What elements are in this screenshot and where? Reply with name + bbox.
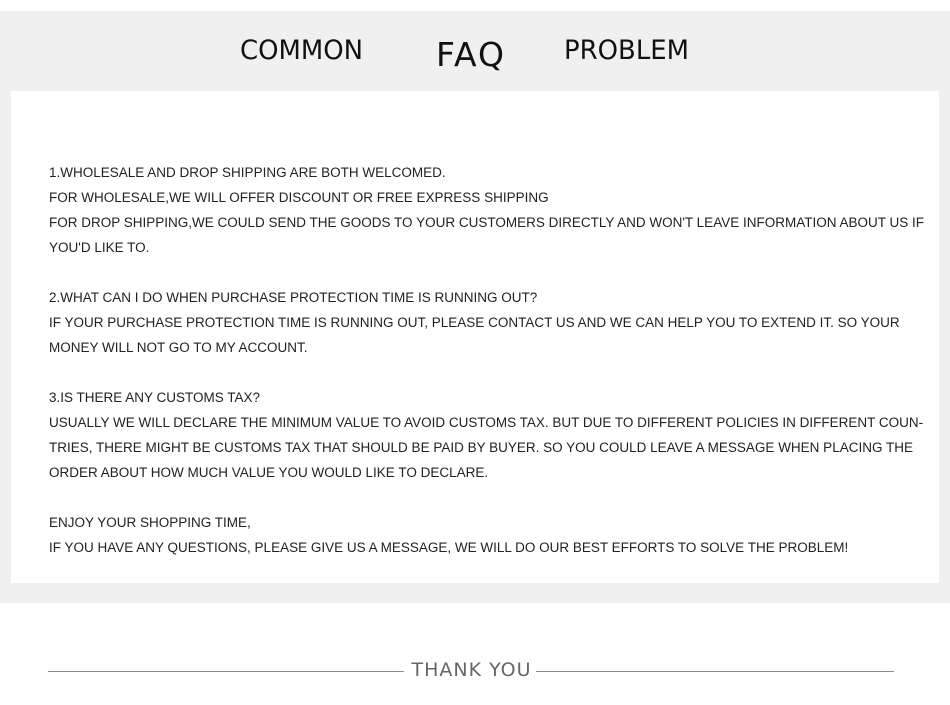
faq-closing-note xyxy=(49,510,889,560)
faq-answer-line: FOR DROP SHIPPING,WE COULD SEND THE GOODS TO YOUR CUSTOMERS DIRECTLY AND WON'T LEAVE INFORMATION ABOUT US IF xyxy=(49,215,924,230)
faq-item-wholesale xyxy=(49,160,924,260)
faq-answer-line: ORDER ABOUT HOW MUCH VALUE YOU WOULD LIKE TO DECLARE. xyxy=(49,465,489,480)
top-border xyxy=(0,0,950,11)
faq-question: 2.WHAT CAN I DO WHEN PURCHASE PROTECTION TIME IS RUNNING OUT? xyxy=(49,290,538,305)
thank-you-label: THANK YOU xyxy=(411,659,532,681)
faq-question: 3.IS THERE ANY CUSTOMS TAX? xyxy=(49,390,261,405)
faq-item-purchase-protection xyxy=(49,285,900,360)
faq-answer-line: USUALLY WE WILL DECLARE THE MINIMUM VALUE TO AVOID CUSTOMS TAX. BUT DUE TO DIFFERENT POLICIES IN DIFFERENT COUN- xyxy=(49,415,924,430)
divider-line-right xyxy=(536,671,894,672)
header-word-faq: FAQ xyxy=(436,35,506,74)
closing-line: ENJOY YOUR SHOPPING TIME, xyxy=(49,515,251,530)
faq-answer-line: FOR WHOLESALE,WE WILL OFFER DISCOUNT OR FREE EXPRESS SHIPPING xyxy=(49,190,549,205)
faq-list xyxy=(49,160,924,585)
faq-answer-line: TRIES, THERE MIGHT BE CUSTOMS TAX THAT SHOULD BE PAID BY BUYER. SO YOU COULD LEAVE A MESSAGE WHEN PLACING THE xyxy=(49,440,913,455)
faq-item-customs-tax xyxy=(49,385,924,485)
faq-answer-line: YOU'D LIKE TO. xyxy=(49,240,150,255)
faq-answer-line: IF YOUR PURCHASE PROTECTION TIME IS RUNNING OUT, PLEASE CONTACT US AND WE CAN HELP YOU TO EXTEND IT. SO YOUR xyxy=(49,315,900,330)
header-word-common: COMMON xyxy=(240,35,364,66)
header-word-problem: PROBLEM xyxy=(564,35,690,66)
closing-line: IF YOU HAVE ANY QUESTIONS, PLEASE GIVE US A MESSAGE, WE WILL DO OUR BEST EFFORTS TO SOLVE THE PROBLEM! xyxy=(49,540,849,555)
faq-header xyxy=(0,11,950,91)
faq-question: 1.WHOLESALE AND DROP SHIPPING ARE BOTH WELCOMED. xyxy=(49,165,446,180)
thank-you-divider xyxy=(48,652,894,692)
divider-line-left xyxy=(48,671,404,672)
faq-answer-line: MONEY WILL NOT GO TO MY ACCOUNT. xyxy=(49,340,308,355)
